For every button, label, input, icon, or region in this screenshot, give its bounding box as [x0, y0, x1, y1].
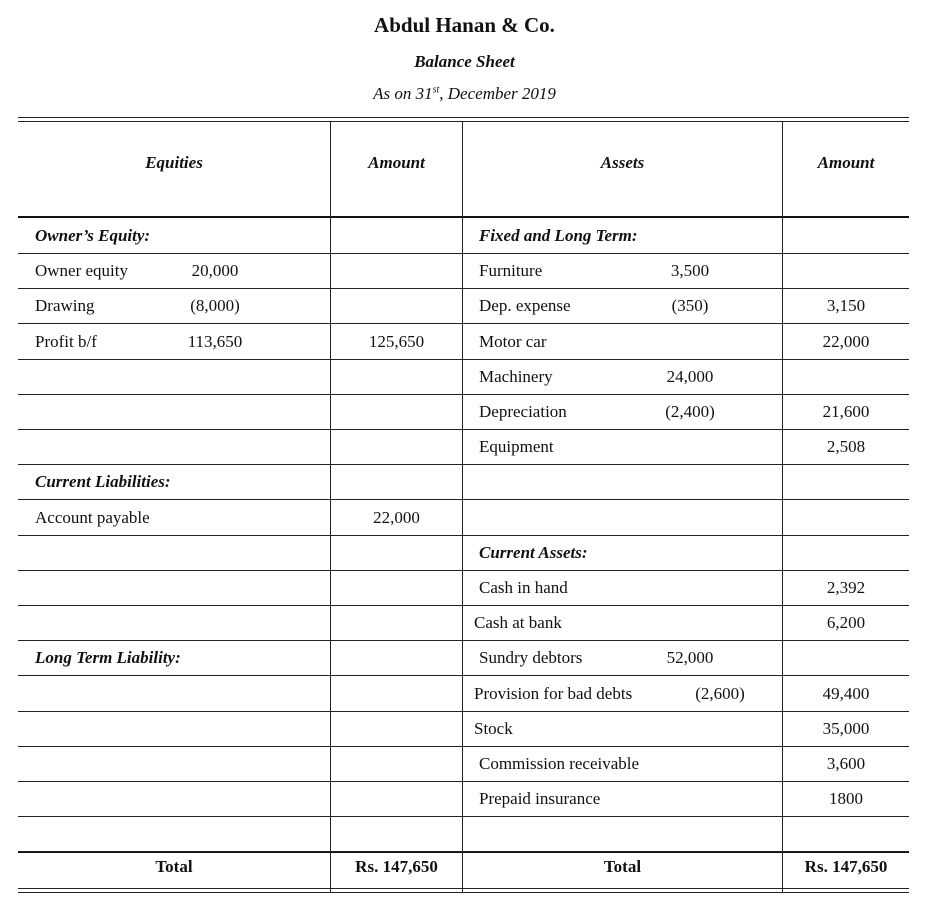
- total-label-right: Total: [603, 857, 642, 876]
- asset-sub-amount: [650, 781, 730, 816]
- equity-label: Owner equity: [35, 261, 129, 280]
- asset-amount: 2,508: [826, 437, 866, 456]
- equity-amount: [331, 640, 462, 675]
- equity-amount: [331, 464, 462, 499]
- table-row: [0, 464, 929, 499]
- header-amount-right: Amount: [817, 153, 875, 172]
- asset-label: Stock: [474, 719, 513, 738]
- equity-section-heading: Owner’s Equity:: [35, 226, 151, 245]
- asset-section-heading: Fixed and Long Term:: [479, 226, 638, 245]
- asset-sub-amount: [650, 464, 730, 499]
- table-row: [0, 746, 929, 781]
- asset-label: Provision for bad debts: [474, 684, 633, 703]
- equity-amount: [331, 816, 462, 851]
- asset-sub-amount: [650, 570, 730, 605]
- asset-label: Furniture: [479, 261, 543, 280]
- as-of-prefix: As on 31: [373, 84, 433, 103]
- document-title: Balance Sheet: [414, 52, 515, 71]
- asset-label: Machinery: [479, 367, 553, 386]
- asset-amount: [783, 253, 909, 288]
- asset-amount: [783, 464, 909, 499]
- as-of-superscript: st: [432, 84, 440, 96]
- equity-sub-amount: [160, 711, 270, 746]
- equity-label: Drawing: [35, 296, 95, 315]
- as-of-suffix: , December 2019: [439, 84, 556, 103]
- equity-amount: [331, 288, 462, 323]
- asset-amount: [783, 535, 909, 570]
- asset-amount: 3,600: [826, 754, 866, 773]
- asset-label: Commission receivable: [479, 754, 640, 773]
- asset-amount: [783, 816, 909, 851]
- equity-label: Profit b/f: [35, 332, 97, 351]
- asset-sub-amount: [650, 816, 730, 851]
- table-row: [0, 816, 929, 851]
- asset-sub-amount: (2,600): [695, 684, 745, 703]
- table-row: [0, 253, 929, 288]
- asset-sub-amount: 24,000: [666, 367, 714, 386]
- equity-sub-amount: [160, 781, 270, 816]
- equity-amount: 22,000: [373, 508, 420, 527]
- asset-label: Motor car: [479, 332, 547, 351]
- equity-amount: [331, 711, 462, 746]
- asset-amount: [783, 218, 909, 253]
- equity-amount: [331, 253, 462, 288]
- asset-label: Cash at bank: [474, 613, 562, 632]
- asset-label: Prepaid insurance: [479, 789, 601, 808]
- table-row: [0, 781, 929, 816]
- asset-amount: 6,200: [826, 613, 866, 632]
- equity-sub-amount: [160, 640, 270, 675]
- equity-amount: [331, 570, 462, 605]
- asset-amount: 35,000: [822, 719, 870, 738]
- equity-sub-amount: (8,000): [190, 296, 240, 315]
- table-row: [0, 394, 929, 429]
- asset-label: Equipment: [479, 437, 554, 456]
- equity-sub-amount: [160, 500, 270, 535]
- table-row: [0, 218, 929, 253]
- equity-sub-amount: [160, 464, 270, 499]
- equity-section-heading: Current Liabilities:: [35, 472, 171, 491]
- asset-amount: 2,392: [826, 578, 866, 597]
- equity-sub-amount: 20,000: [191, 261, 239, 280]
- table-row: [0, 288, 929, 323]
- total-amount-left: Rs. 147,650: [355, 857, 438, 876]
- equity-sub-amount: [160, 429, 270, 464]
- total-label-left: Total: [155, 857, 193, 876]
- asset-sub-amount: [680, 711, 760, 746]
- equity-amount: [331, 394, 462, 429]
- asset-sub-amount: [650, 324, 730, 359]
- asset-amount: [783, 359, 909, 394]
- equity-sub-amount: [160, 394, 270, 429]
- table-row: [0, 535, 929, 570]
- equity-sub-amount: [160, 676, 270, 711]
- company-name: Abdul Hanan & Co.: [374, 13, 555, 37]
- equity-sub-amount: [160, 535, 270, 570]
- equity-amount: [331, 781, 462, 816]
- equity-sub-amount: [160, 359, 270, 394]
- header-assets: Assets: [600, 153, 645, 172]
- table-row: [0, 605, 929, 640]
- table-row: [0, 359, 929, 394]
- equity-sub-amount: 113,650: [187, 332, 243, 351]
- equity-sub-amount: [160, 746, 270, 781]
- asset-amount: 49,400: [822, 684, 870, 703]
- table-row: [0, 640, 929, 675]
- equity-amount: [331, 429, 462, 464]
- asset-label: Sundry debtors: [479, 648, 583, 667]
- asset-amount: [783, 640, 909, 675]
- table-row: [0, 711, 929, 746]
- equity-label: Account payable: [35, 508, 150, 527]
- equity-sub-amount: [160, 570, 270, 605]
- table-row: [0, 324, 929, 359]
- asset-sub-amount: [650, 535, 730, 570]
- asset-sub-amount: 3,500: [670, 261, 710, 280]
- asset-amount: [783, 500, 909, 535]
- asset-sub-amount: [650, 500, 730, 535]
- asset-sub-amount: [650, 429, 730, 464]
- row-rule: [18, 851, 909, 852]
- header-amount-left: Amount: [368, 153, 425, 172]
- asset-label: Cash in hand: [479, 578, 568, 597]
- asset-sub-amount: 52,000: [666, 648, 714, 667]
- equity-amount: [331, 359, 462, 394]
- asset-label: Dep. expense: [479, 296, 571, 315]
- equity-sub-amount: [160, 218, 270, 253]
- asset-amount: 22,000: [822, 332, 870, 351]
- asset-amount: 21,600: [822, 402, 870, 421]
- table-row: [0, 570, 929, 605]
- total-amount-right: Rs. 147,650: [804, 857, 888, 876]
- asset-label: Depreciation: [479, 402, 567, 421]
- equity-section-heading: Long Term Liability:: [35, 648, 181, 667]
- equity-amount: [331, 605, 462, 640]
- equity-sub-amount: [160, 605, 270, 640]
- table-row: [0, 500, 929, 535]
- equity-sub-amount: [160, 816, 270, 851]
- header-equities: Equities: [145, 153, 203, 172]
- equity-amount: [331, 676, 462, 711]
- equity-amount: [331, 746, 462, 781]
- equity-amount: [331, 535, 462, 570]
- asset-section-heading: Current Assets:: [479, 543, 588, 562]
- table-row: [0, 429, 929, 464]
- asset-sub-amount: (2,400): [665, 402, 715, 421]
- asset-sub-amount: [680, 605, 760, 640]
- asset-amount: 1800: [829, 789, 863, 808]
- equity-amount: 125,650: [368, 332, 425, 351]
- table-row: [0, 676, 929, 711]
- equity-amount: [331, 218, 462, 253]
- asset-sub-amount: [650, 746, 730, 781]
- asset-sub-amount: (350): [671, 296, 709, 315]
- asset-sub-amount: [650, 218, 730, 253]
- asset-amount: 3,150: [826, 296, 866, 315]
